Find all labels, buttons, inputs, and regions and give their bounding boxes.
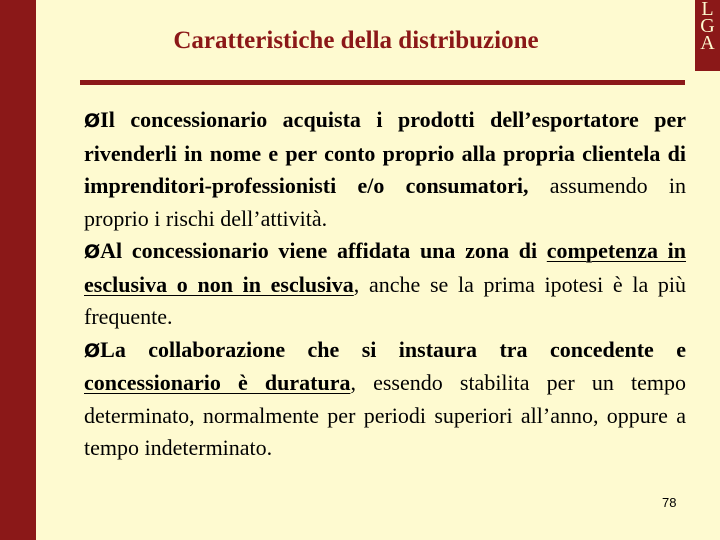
bullet-2-bold-text: Al concessionario viene affidata una zona di: [100, 238, 547, 263]
arrow-bullet-icon: Ø: [84, 110, 101, 132]
logo-letter-a: A: [700, 32, 715, 54]
bullet-2-text: , anche se la prima ipotesi è la più frequente.: [84, 271, 687, 329]
bullet-3-text: , essendo stabilita per un tempo determinato, normalmente per periodi superiori all’anno, oppure a tempo indeterminato.: [84, 370, 687, 460]
bullet-3-underlined-text: concessionario è duratura: [84, 370, 351, 395]
bullet-point-1: [84, 104, 686, 235]
lga-logo: [695, 0, 720, 71]
bullet-point-2: [84, 235, 686, 334]
page-number: 78: [662, 495, 677, 510]
title-divider: [80, 80, 685, 85]
arrow-bullet-icon: Ø: [84, 241, 101, 263]
bullet-1-text: assumendo in proprio i rischi dell’attività.: [84, 173, 686, 231]
bullet-2-underlined-text: competenza in esclusiva o non in esclusiva: [84, 238, 687, 297]
left-accent-bar: [0, 0, 36, 540]
bullet-3-bold-text: La collaborazione che si instaura tra concedente e: [100, 336, 686, 362]
logo-letter-l: L: [701, 0, 714, 20]
slide-title: Caratteristiche della distribuzione: [173, 27, 539, 54]
logo-letter-g: G: [700, 15, 715, 37]
bullet-point-3: [84, 334, 686, 465]
slide-body: [84, 104, 686, 465]
arrow-bullet-icon: Ø: [84, 339, 101, 362]
bullet-1-bold-text: Il concessionario acquista i prodotti dell’esportatore per rivenderli in nome e per conto proprio alla propria clientela di imprenditori-professionisti e/o consumatori,: [84, 107, 686, 198]
